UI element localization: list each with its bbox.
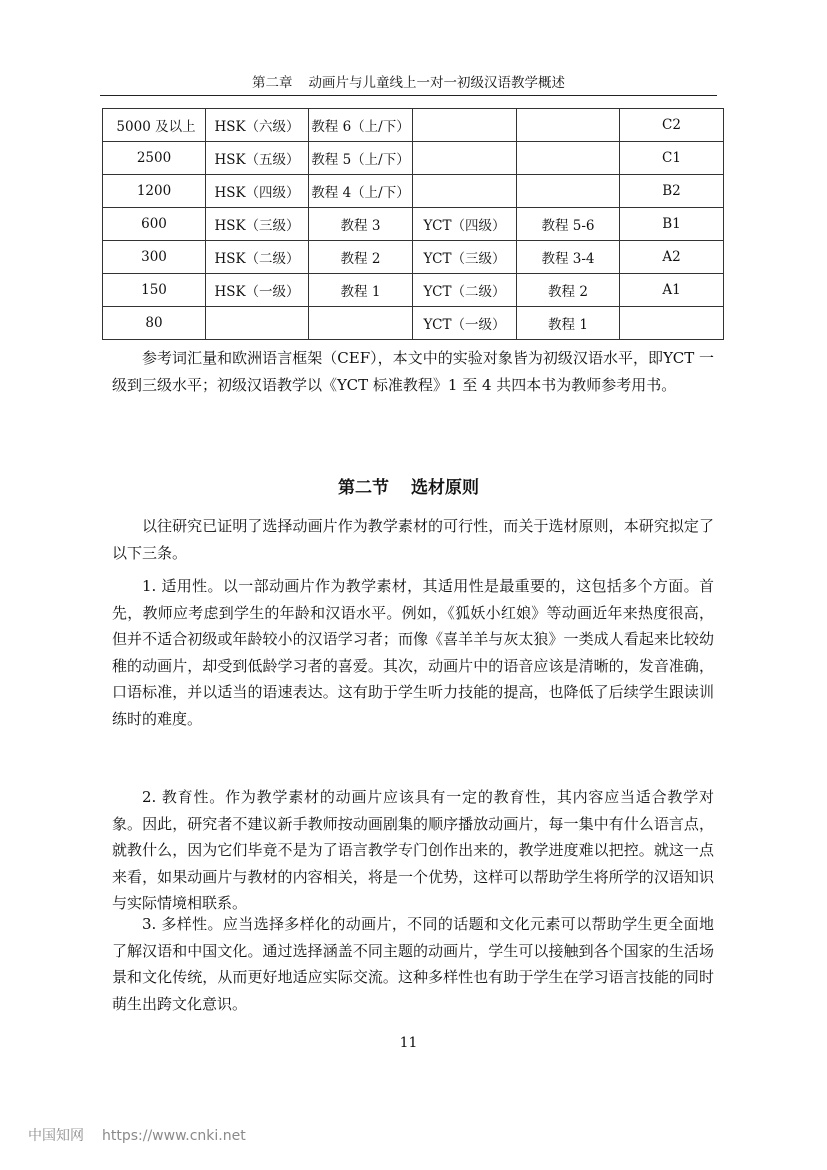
table-row	[103, 109, 724, 142]
table-cell: B2	[620, 175, 724, 208]
table-cell: 80	[103, 307, 206, 340]
table-cell: YCT（三级）	[413, 241, 517, 274]
table-cell: A2	[620, 241, 724, 274]
table-cell: HSK（五级）	[206, 142, 309, 175]
running-header	[100, 74, 717, 92]
table-cell: 2500	[103, 142, 206, 175]
table-cell	[620, 307, 724, 340]
table-cell: 150	[103, 274, 206, 307]
footer-url[interactable]: https://www.cnki.net	[102, 1128, 246, 1144]
page-number: 11	[399, 1035, 418, 1051]
paragraph-applicability: 1. 适用性。以一部动画片作为教学素材，其适用性是最重要的，这包括多个方面。首先，教师应考虑到学生的年龄和汉语水平。例如，《狐妖小红娘》等动画近年来热度很高，但并不适合初级或年龄较小的汉语学习者；而像《喜羊羊与灰太狼》一类成人看起来比较幼稚的动画片，却受到低龄学习者的喜爱。其次，动画片中的语音应该是清晰的，发音准确，口语标准，并以适当的语速表达。这有助于学生听力技能的提高，也降低了后续学生跟读训练时的难度。	[112, 577, 714, 728]
header-rule	[100, 95, 717, 96]
paragraph-cef-note: 参考词汇量和欧洲语言框架（CEF），本文中的实验对象皆为初级汉语水平，即YCT 一级到三级水平；初级汉语教学以《YCT 标准教程》1 至 4 共四本书为教师参考用书。	[112, 349, 714, 394]
paragraph-diversity: 3. 多样性。应当选择多样化的动画片，不同的话题和文化元素可以帮助学生更全面地了解汉语和中国文化。通过选择涵盖不同主题的动画片，学生可以接触到各个国家的生活场景和文化传统，从而更好地适应实际交流。这种多样性也有助于学生在学习语言技能的同时萌生出跨文化意识。	[112, 915, 714, 1013]
table-cell	[206, 307, 309, 340]
table-cell: A1	[620, 274, 724, 307]
table-row	[103, 175, 724, 208]
table-cell	[413, 175, 517, 208]
table-row	[103, 241, 724, 274]
table-cell: 教程 1	[517, 307, 620, 340]
table-cell: C1	[620, 142, 724, 175]
table-cell: 教程 6（上/下）	[309, 109, 413, 142]
table-cell	[517, 175, 620, 208]
table-cell: HSK（三级）	[206, 208, 309, 241]
table-cell: YCT（四级）	[413, 208, 517, 241]
paragraph-intro: 以往研究已证明了选择动画片作为教学素材的可行性，而关于选材原则，本研究拟定了以下三条。	[112, 517, 714, 562]
table-cell: 教程 1	[309, 274, 413, 307]
level-table	[102, 108, 724, 340]
header-title: 动画片与儿童线上一对一初级汉语教学概述	[308, 75, 565, 91]
table-cell: HSK（四级）	[206, 175, 309, 208]
table-cell: 教程 2	[309, 241, 413, 274]
table-cell	[517, 109, 620, 142]
table-cell	[413, 142, 517, 175]
table-cell: 教程 5（上/下）	[309, 142, 413, 175]
header-chapter: 第二章	[252, 75, 293, 91]
table-cell: YCT（一级）	[413, 307, 517, 340]
footer-site-name: 中国知网	[28, 1128, 84, 1144]
table-row	[103, 307, 724, 340]
section-title: 选材原则	[411, 478, 479, 498]
table-cell	[413, 109, 517, 142]
paragraph-educational: 2. 教育性。作为教学素材的动画片应该具有一定的教育性，其内容应当适合教学对象。因此，研究者不建议新手教师按动画剧集的顺序播放动画片，每一集中有什么语言点，就教什么，因为它们毕竟不是为了语言教学专门创作出来的，教学进度难以把控。就这一点来看，如果动画片与教材的内容相关，将是一个优势，这样可以帮助学生将所学的汉语知识与实际情境相联系。	[112, 788, 714, 912]
table-cell: 300	[103, 241, 206, 274]
table-cell: 教程 3-4	[517, 241, 620, 274]
table-cell: HSK（一级）	[206, 274, 309, 307]
table-cell: HSK（六级）	[206, 109, 309, 142]
table-cell	[309, 307, 413, 340]
table-cell: 教程 4（上/下）	[309, 175, 413, 208]
table-cell: 5000 及以上	[103, 109, 206, 142]
section-number: 第二节	[338, 478, 389, 498]
table-row	[103, 142, 724, 175]
table-cell: 1200	[103, 175, 206, 208]
table-cell: HSK（二级）	[206, 241, 309, 274]
table-cell	[517, 142, 620, 175]
section-heading	[100, 476, 717, 500]
table-row	[103, 208, 724, 241]
table-cell: YCT（二级）	[413, 274, 517, 307]
table-row	[103, 274, 724, 307]
table-cell: 教程 3	[309, 208, 413, 241]
watermark-footer	[28, 1127, 246, 1145]
table-cell: 教程 2	[517, 274, 620, 307]
table-cell: C2	[620, 109, 724, 142]
table-cell: 600	[103, 208, 206, 241]
table-cell: B1	[620, 208, 724, 241]
table-cell: 教程 5-6	[517, 208, 620, 241]
